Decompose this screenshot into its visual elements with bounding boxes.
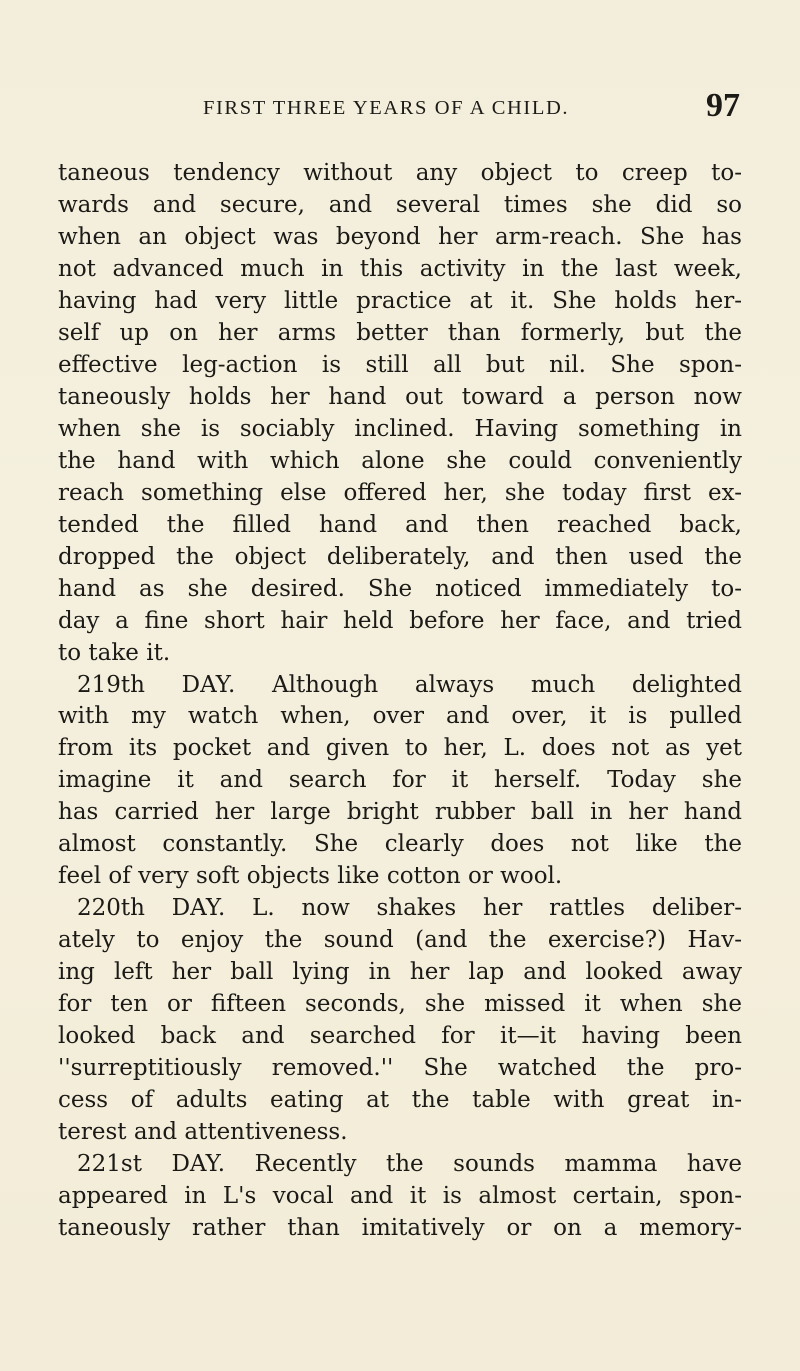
text-line: when an object was beyond her arm-reach. She has	[58, 223, 742, 250]
text-line: the hand with which alone she could conveniently	[58, 447, 742, 474]
text-line: from its pocket and given to her, L. does not as yet	[58, 735, 742, 762]
text-line: 221st DAY. Recently the sounds mamma have	[77, 1151, 742, 1178]
text-line: day a fine short hair held before her face, and tried	[58, 607, 742, 634]
text-line: to take it.	[58, 639, 171, 666]
text-line: reach something else offered her, she today first ex-	[58, 479, 742, 506]
text-line: hand as she desired. She noticed immediately to-	[58, 575, 742, 602]
text-line: having had very little practice at it. She holds her-	[58, 287, 742, 314]
text-line: taneously holds her hand out toward a person now	[58, 383, 742, 410]
running-head	[58, 87, 740, 133]
text-line: self up on her arms better than formerly, but the	[58, 319, 742, 346]
page-number: 97	[706, 87, 740, 124]
text-line: feel of very soft objects like cotton or wool.	[58, 863, 563, 890]
text-line: wards and secure, and several times she did so	[58, 191, 742, 218]
text-line: when she is sociably inclined. Having something in	[58, 415, 742, 442]
body-text	[58, 158, 742, 1245]
text-line: almost constantly. She clearly does not like the	[58, 831, 742, 858]
text-line: not advanced much in this activity in the last week,	[58, 255, 742, 282]
text-line: ing left her ball lying in her lap and looked away	[58, 959, 742, 986]
text-line: 220th DAY. L. now shakes her rattles deliber-	[77, 895, 742, 922]
text-line: for ten or fifteen seconds, she missed it when she	[58, 991, 742, 1018]
text-line: imagine it and search for it herself. Today she	[58, 767, 742, 794]
text-line: terest and attentiveness.	[58, 1119, 348, 1146]
text-line: with my watch when, over and over, it is pulled	[58, 703, 742, 730]
text-line: ''surreptitiously removed.'' She watched the pro-	[58, 1055, 742, 1082]
text-line: ately to enjoy the sound (and the exercise?) Hav-	[58, 927, 742, 954]
text-line: cess of adults eating at the table with great in-	[58, 1087, 742, 1114]
text-line: dropped the object deliberately, and then used the	[58, 543, 742, 570]
running-head-title: FIRST THREE YEARS OF A CHILD.	[203, 97, 570, 119]
text-line: tended the filled hand and then reached back,	[58, 511, 742, 538]
text-line: taneous tendency without any object to creep to-	[58, 160, 742, 186]
text-line: taneously rather than imitatively or on a memory-	[58, 1214, 742, 1241]
text-line: effective leg-action is still all but nil. She spon-	[58, 351, 742, 378]
text-line: 219th DAY. Although always much delighted	[77, 671, 742, 698]
text-line: appeared in L's vocal and it is almost certain, spon-	[58, 1183, 742, 1209]
text-line: has carried her large bright rubber ball in her hand	[58, 799, 742, 826]
text-line: looked back and searched for it—it having been	[58, 1023, 742, 1050]
